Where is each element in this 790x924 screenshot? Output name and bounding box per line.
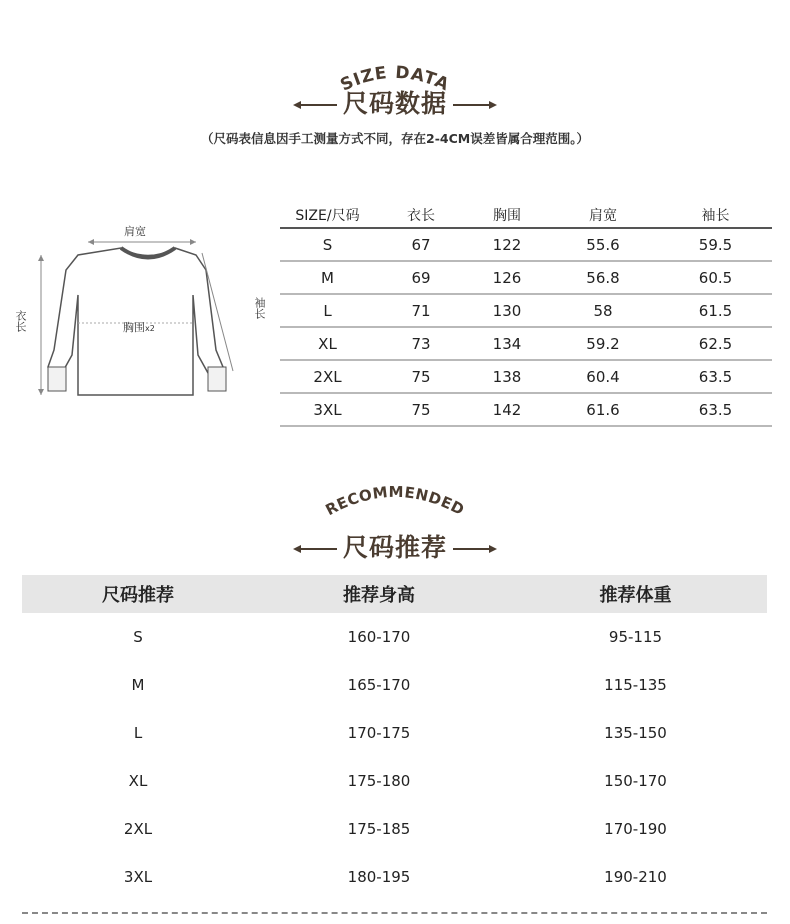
length-col-header: 衣长 <box>407 208 435 224</box>
length-cell: 69 <box>411 268 431 287</box>
length-label: 衣长 <box>14 310 27 332</box>
shoulder-cell: 60.4 <box>586 367 620 386</box>
rec-height-cell: 160-170 <box>347 628 411 646</box>
rec-height-header: 推荐身高 <box>343 585 415 606</box>
sleeve-cell: 62.5 <box>698 334 733 353</box>
chest-col-header: 胸围 <box>493 208 521 224</box>
shoulder-cell: 61.6 <box>586 400 620 419</box>
title-right-ornament <box>453 104 489 106</box>
rec-height-cell: 175-180 <box>347 772 411 790</box>
svg-text:RECOMMENDED: RECOMMENDED <box>322 482 468 520</box>
rec-weight-cell: 150-170 <box>604 772 667 790</box>
rec-height-cell: 180-195 <box>347 868 411 886</box>
rec-size-cell: M <box>131 676 145 694</box>
sweatshirt-outline <box>8 215 278 415</box>
sleeve-cell: 61.5 <box>698 301 733 320</box>
chest-cell: 130 <box>492 301 522 320</box>
size-table-row <box>280 262 772 295</box>
sleeve-label: 袖长 <box>253 297 266 319</box>
rec-size-cell: XL <box>128 772 148 790</box>
rec-table-row <box>22 613 767 661</box>
title-left-ornament <box>301 548 337 550</box>
sleeve-cell: 63.5 <box>698 400 733 419</box>
recommended-arc-heading <box>0 460 790 520</box>
title-right-ornament <box>453 548 489 550</box>
rec-height-cell: 175-185 <box>347 820 411 838</box>
size-cell: M <box>321 268 334 287</box>
rec-weight-cell: 95-115 <box>608 628 663 646</box>
size-col-header: SIZE/尺码 <box>295 208 360 224</box>
recommended-table-header <box>22 575 767 613</box>
size-data-title <box>0 84 790 120</box>
rec-weight-cell: 115-135 <box>604 676 667 694</box>
size-cell: 2XL <box>313 367 342 386</box>
svg-text:SIZE DATA: SIZE DATA <box>337 62 453 96</box>
size-table-row <box>280 328 772 361</box>
recommended-title <box>0 528 790 564</box>
shoulder-label: 肩宽 <box>124 225 146 238</box>
recommended-title-text: 尺码推荐 <box>342 533 447 562</box>
rec-size-cell: L <box>133 724 143 742</box>
rec-table-row <box>22 805 767 853</box>
length-cell: 75 <box>411 367 431 386</box>
shoulder-cell: 59.2 <box>586 334 620 353</box>
shoulder-cell: 55.6 <box>586 235 620 254</box>
size-cell: L <box>323 301 332 320</box>
size-cell: S <box>322 235 333 254</box>
garment-diagram <box>8 215 278 415</box>
rec-size-header: 尺码推荐 <box>102 585 174 606</box>
size-data-table <box>280 203 772 427</box>
sleeve-cell: 63.5 <box>698 367 733 386</box>
chest-cell: 122 <box>492 235 522 254</box>
sleeve-cell: 60.5 <box>698 268 733 287</box>
rec-size-cell: 2XL <box>123 820 153 838</box>
rec-table-row <box>22 757 767 805</box>
bottom-divider <box>22 912 767 914</box>
length-cell: 71 <box>411 301 431 320</box>
chest-label-text: 胸围 <box>123 321 145 334</box>
size-data-title-text: 尺码数据 <box>342 89 447 118</box>
chest-cell: 134 <box>492 334 522 353</box>
rec-weight-cell: 135-150 <box>604 724 667 742</box>
chest-label <box>123 319 155 335</box>
shoulder-cell: 58 <box>593 301 613 320</box>
rec-height-cell: 165-170 <box>347 676 411 694</box>
length-cell: 67 <box>411 235 431 254</box>
rec-size-cell: S <box>133 628 143 646</box>
title-left-ornament <box>301 104 337 106</box>
rec-weight-cell: 190-210 <box>604 868 667 886</box>
size-table-row <box>280 295 772 328</box>
rec-table-row <box>22 661 767 709</box>
recommended-table <box>22 575 767 901</box>
shoulder-cell: 56.8 <box>586 268 620 287</box>
chest-cell: 142 <box>492 400 522 419</box>
size-table-row <box>280 229 772 262</box>
sleeve-cell: 59.5 <box>698 235 733 254</box>
rec-table-row <box>22 709 767 757</box>
size-table-row <box>280 394 772 427</box>
size-table-row <box>280 361 772 394</box>
rec-size-cell: 3XL <box>123 868 153 886</box>
length-cell: 75 <box>411 400 431 419</box>
chest-cell: 138 <box>492 367 522 386</box>
size-cell: 3XL <box>313 400 342 419</box>
rec-weight-cell: 170-190 <box>604 820 667 838</box>
rec-table-row <box>22 853 767 901</box>
sleeve-col-header: 袖长 <box>701 208 730 224</box>
chest-label-suffix: x2 <box>145 324 155 333</box>
rec-height-cell: 170-175 <box>347 724 411 742</box>
chest-cell: 126 <box>492 268 522 287</box>
size-table-header <box>280 203 772 229</box>
rec-weight-header: 推荐体重 <box>599 585 672 606</box>
length-cell: 73 <box>411 334 431 353</box>
shoulder-col-header: 肩宽 <box>589 208 617 224</box>
size-cell: XL <box>318 334 337 353</box>
measurement-note: （尺码表信息因手工测量方式不同，存在2-4CM误差皆属合理范围。） <box>201 131 589 146</box>
